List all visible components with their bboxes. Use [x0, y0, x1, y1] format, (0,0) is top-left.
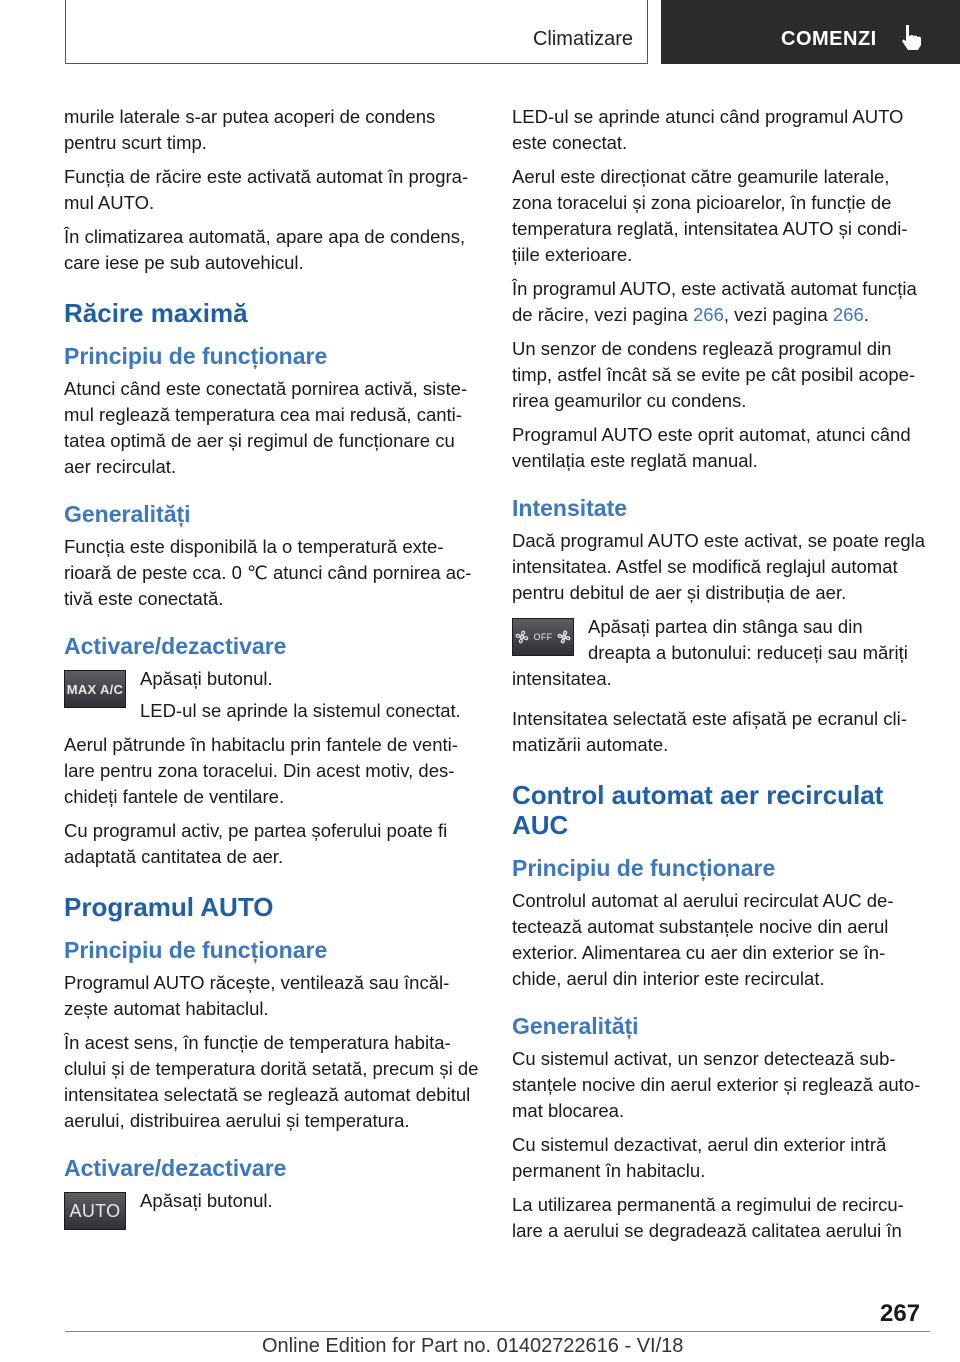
paragraph: Apăsați partea din stânga sau din dreapta a butonului: reduceți sau măriți intensitatea. [512, 616, 908, 689]
left-column [64, 104, 480, 1240]
footer-divider [65, 1331, 930, 1332]
subheading-principle: Principiu de funcționare [512, 855, 776, 881]
text: , vezi pagina [723, 304, 833, 325]
paragraph: Dacă programul AUTO este activat, se poate regla intensitatea. Astfel se modifică reglajul automat pentru debitul de aer și distribuția de aer. [512, 530, 926, 603]
fan-instruction [512, 614, 928, 698]
page-link[interactable]: 266 [693, 304, 724, 325]
text: În programul AUTO, este activată automat funcția de răcire, vezi pagina [512, 278, 917, 325]
maxac-button-icon [64, 670, 126, 708]
fan-button-icon [512, 618, 574, 656]
paragraph: Apăsați butonul. [140, 1190, 273, 1211]
heading-max-cooling: Răcire maximă [64, 298, 248, 328]
paragraph: Atunci când este conectată pornirea activă, sistemul reglează temperatura cea mai redusă, cantitatea optimă de aer și regimul de funcționare cu aer recirculat. [64, 378, 468, 477]
paragraph: Cu sistemul dezactivat, aerul din exterior intră permanent în habitaclu. [512, 1134, 887, 1181]
auto-button-label: AUTO [69, 1200, 121, 1221]
text: . [863, 304, 869, 325]
paragraph: Aerul este direcționat către geamurile laterale, zona toracelui și zona picioarelor, în funcție de temperatura reglată, intensitatea AUTO și condițiile exterioare. [512, 166, 908, 265]
maxac-instruction [64, 666, 480, 724]
paragraph: Controlul automat al aerului recirculat AUC detectează automat substanțele nocive din aerul exterior. Alimentarea cu aer din exterior se închide, aerul din interior este recirculat. [512, 890, 894, 989]
header-section-box [65, 0, 648, 64]
fan-off-label: OFF [533, 632, 553, 642]
paragraph: murile laterale s-ar putea acoperi de condens pentru scurt timp. [64, 106, 436, 153]
heading-auc: Control automat aer recirculat AUC [512, 780, 884, 840]
paragraph: Un senzor de condens reglează programul din timp, astfel încât să se evite pe cât posibil acoperirea geamurilor cu condens. [512, 338, 916, 411]
page-number: 267 [880, 1300, 921, 1327]
hand-pointer-icon [897, 22, 927, 52]
subheading-intensity: Intensitate [512, 495, 628, 521]
header-chapter-box[interactable] [661, 0, 960, 64]
paragraph: Cu programul activ, pe partea șoferului poate fi adaptată cantitatea de aer. [64, 820, 448, 867]
paragraph: În climatizarea automată, apare apa de condens, care iese pe sub autovehicul. [64, 226, 466, 273]
maxac-button-label: MAX A/C [66, 681, 124, 697]
right-column [512, 104, 928, 1252]
subheading-activation: Activare/dezactivare [64, 1155, 287, 1181]
heading-auto-program: Programul AUTO [64, 892, 274, 922]
paragraph: LED-ul se aprinde la sistemul conectat. [140, 700, 461, 721]
fan-icon [514, 629, 530, 645]
paragraph: Cu sistemul activat, un senzor detectează substanțele nocive din aerul exterior și reglează automat blocarea. [512, 1048, 921, 1121]
subheading-principle: Principiu de funcționare [64, 343, 328, 369]
subheading-general: Generalități [64, 501, 191, 527]
paragraph: La utilizarea permanentă a regimului de recirculare a aerului se degradează calitatea aerului în [512, 1194, 904, 1241]
paragraph: Funcția este disponibilă la o temperatură exterioară de peste cca. 0 ℃ atunci când pornirea activă este conectată. [64, 536, 472, 609]
paragraph: În acest sens, în funcție de temperatura habitaclului și de temperatura dorită setată, precum și de intensitatea selectată se reglează automat debitul aerului, distribuirea aerului și temperatura. [64, 1032, 479, 1131]
subheading-activation: Activare/dezactivare [64, 633, 287, 659]
footer-edition: Online Edition for Part no. 01402722616 - VI/18 [262, 1335, 684, 1357]
fan-icon [556, 629, 572, 645]
paragraph: Funcția de răcire este activată automat în programul AUTO. [64, 166, 469, 213]
paragraph: Aerul pătrunde în habitaclu prin fantele de ventilare pentru zona toracelui. Din acest motiv, deschideți fantele de ventilare. [64, 734, 458, 807]
auto-instruction [64, 1188, 480, 1232]
subheading-general: Generalități [512, 1013, 639, 1039]
paragraph: Intensitatea selectată este afișată pe ecranul climatizării automate. [512, 708, 907, 755]
paragraph: LED-ul se aprinde atunci când programul AUTO este conectat. [512, 106, 904, 153]
subheading-principle: Principiu de funcționare [64, 937, 328, 963]
paragraph: Apăsați butonul. [140, 668, 273, 689]
page-header [65, 0, 960, 64]
paragraph [512, 276, 928, 328]
paragraph: Programul AUTO răcește, ventilează sau încălzește automat habitaclul. [64, 972, 450, 1019]
paragraph: Programul AUTO este oprit automat, atunci când ventilația este reglată manual. [512, 424, 911, 471]
auto-button-icon [64, 1192, 126, 1230]
page-link[interactable]: 266 [832, 304, 864, 325]
chapter-title[interactable]: COMENZI [781, 28, 877, 50]
section-title: Climatizare [532, 28, 633, 50]
